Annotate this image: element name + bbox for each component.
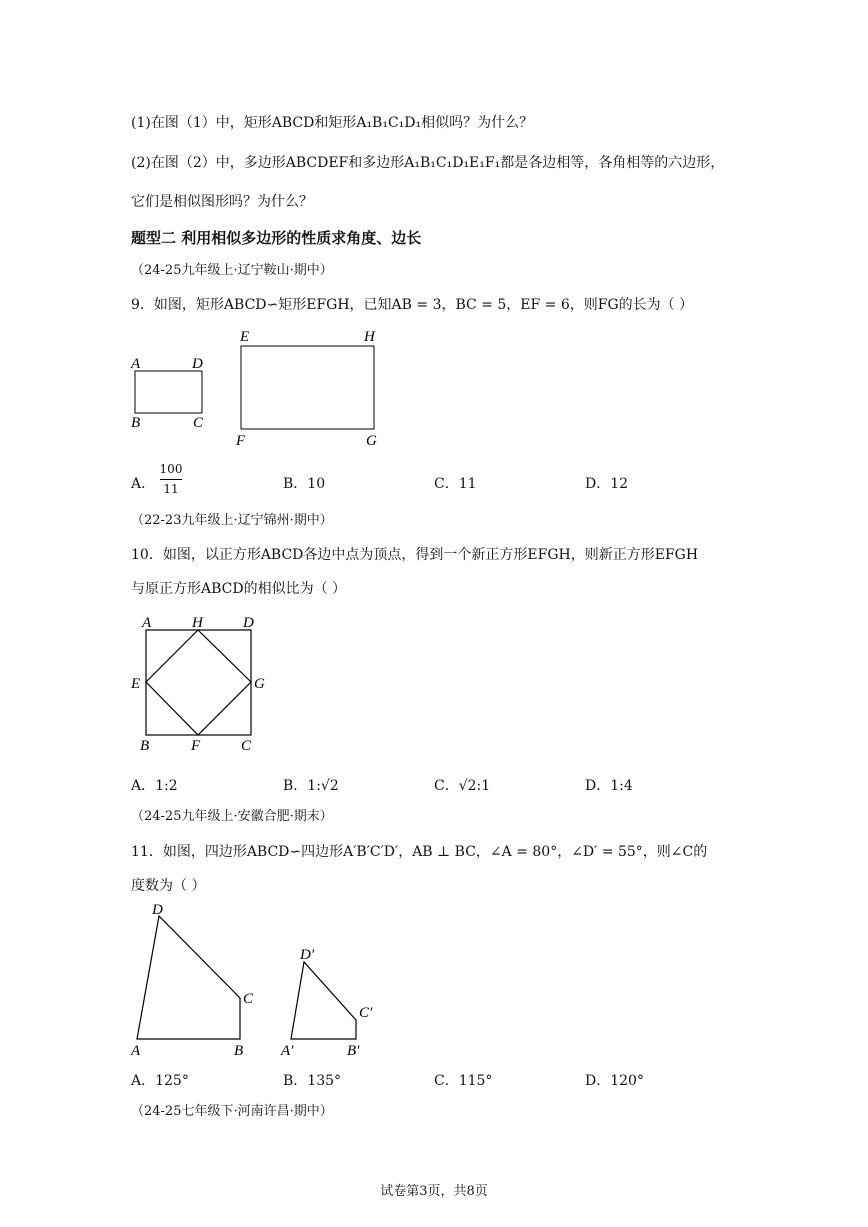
- q9-stem: 9．如图，矩形ABCD∽矩形EFGH，已知AB = 3，BC = 5，EF = 6，则FG的长为（ ）: [131, 297, 694, 313]
- q10-stem-line2: 与原正方形ABCD的相似比为（ ）: [131, 581, 347, 597]
- outer-square-abcd: [146, 630, 251, 735]
- q11-figure: [128, 900, 388, 1060]
- label-g: G: [254, 676, 265, 692]
- label-f: F: [236, 433, 246, 449]
- label-a: A: [131, 1043, 141, 1059]
- label-g: G: [366, 433, 377, 449]
- rect-efgh: [241, 346, 374, 429]
- q9-option-a-label[interactable]: A．: [131, 476, 156, 492]
- label-f: F: [191, 738, 201, 754]
- q11-option-a[interactable]: A．125°: [131, 1073, 189, 1089]
- label-e: E: [131, 676, 141, 692]
- label-e: E: [240, 329, 250, 345]
- q11-option-c[interactable]: C．115°: [434, 1073, 493, 1089]
- q9-option-c[interactable]: C．11: [434, 476, 477, 492]
- q11-source: （24-25九年级上·安徽合肥·期末）: [131, 809, 333, 824]
- q11-stem-line1: 11．如图，四边形ABCD∽四边形A′B′C′D′，AB ⊥ BC，∠A = 80°，∠D′ = 55°，则∠C的: [131, 844, 708, 860]
- quad-abcd: [137, 916, 240, 1039]
- q11-option-d[interactable]: D．120°: [585, 1073, 644, 1089]
- quad-a-prime-b-prime-c-prime-d-prime: [291, 962, 356, 1039]
- q10-figure: [128, 612, 278, 757]
- q10-option-d[interactable]: D．1:4: [585, 778, 633, 794]
- label-b: B: [140, 738, 150, 754]
- rect-abcd: [135, 371, 202, 413]
- label-c: C: [193, 415, 204, 431]
- label-c-prime: C′: [359, 1005, 373, 1021]
- q10-option-c[interactable]: C．√2:1: [434, 778, 491, 794]
- q8-part1: (1)在图（1）中，矩形ABCD和矩形A₁B₁C₁D₁相似吗？为什么？: [131, 115, 534, 131]
- q9-option-d[interactable]: D．12: [585, 476, 629, 492]
- q9-source: （24-25九年级上·辽宁鞍山·期中）: [131, 263, 333, 278]
- label-d: D: [192, 356, 203, 372]
- label-h: H: [192, 615, 203, 631]
- q11-stem-line2: 度数为（ ）: [131, 878, 206, 894]
- label-a-prime: A′: [281, 1043, 294, 1059]
- q8-part3: 它们是相似图形吗？为什么？: [131, 194, 313, 210]
- label-d: D: [243, 615, 254, 631]
- label-d: D: [152, 902, 163, 918]
- label-b: B: [131, 415, 141, 431]
- label-h: H: [364, 329, 375, 345]
- q11-option-b[interactable]: B．135°: [283, 1073, 342, 1089]
- label-c: C: [241, 738, 252, 754]
- q9-figure: [128, 325, 388, 450]
- q12-source: （24-25七年级下·河南许昌·期中）: [131, 1104, 333, 1119]
- label-a: A: [131, 356, 141, 372]
- q10-stem-line1: 10．如图，以正方形ABCD各边中点为顶点，得到一个新正方形EFGH，则新正方形EFGH: [131, 547, 699, 563]
- q9-option-b[interactable]: B．10: [283, 476, 326, 492]
- q9-option-a-numerator: 100: [159, 462, 183, 476]
- q8-part2: (2)在图（2）中，多边形ABCDEF和多边形A₁B₁C₁D₁E₁F₁都是各边相等，各角相等的六边形，: [131, 155, 725, 171]
- q9-option-a-denominator: 11: [163, 482, 179, 496]
- q9-option-a-fraction-bar: [160, 479, 182, 480]
- page-footer: 试卷第3页，共8页: [380, 1184, 488, 1199]
- label-d-prime: D′: [300, 947, 315, 963]
- q10-source: （22-23九年级上·辽宁锦州·期中）: [131, 513, 333, 528]
- q10-option-a[interactable]: A．1:2: [131, 778, 178, 794]
- label-c: C: [243, 991, 254, 1007]
- label-b: B: [234, 1043, 244, 1059]
- inner-square-efgh: [146, 630, 251, 735]
- q10-option-b[interactable]: B．1:√2: [283, 778, 339, 794]
- section-heading: 题型二 利用相似多边形的性质求角度、边长: [131, 229, 422, 247]
- label-a: A: [142, 615, 152, 631]
- label-b-prime: B′: [347, 1043, 360, 1059]
